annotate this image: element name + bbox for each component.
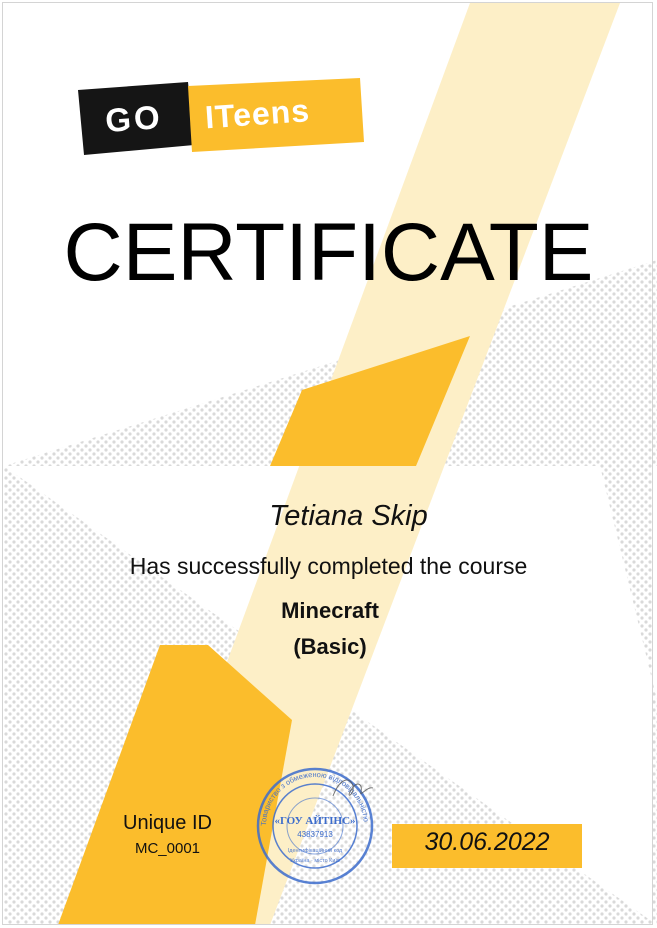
official-stamp xyxy=(255,766,375,886)
completion-statement: Has successfully completed the course xyxy=(129,553,528,579)
stamp-outer-text: Товариство з обмеженою відповідальністю xyxy=(258,769,371,827)
stamp-inner-text: Ідентифікаційний код xyxy=(287,848,343,854)
recipient-name: Tetiana Skip xyxy=(269,500,428,532)
course-level: (Basic) xyxy=(293,634,367,659)
issue-date: 30.06.2022 xyxy=(424,828,550,856)
unique-id-value: MC_0001 xyxy=(134,840,201,857)
course-name: Minecraft xyxy=(281,598,379,623)
stamp-company: «ГОУ АЙТІНС» xyxy=(274,815,356,827)
unique-id-label: Unique ID xyxy=(123,812,212,834)
stamp-code: 43837913 xyxy=(297,830,333,839)
logo-brand-text: ITeens xyxy=(203,92,312,136)
logo-go-text: GO xyxy=(104,98,164,139)
certificate-title: CERTIFICATE xyxy=(63,207,594,298)
stamp-bottom-text: Україна · місто Київ xyxy=(290,858,340,864)
